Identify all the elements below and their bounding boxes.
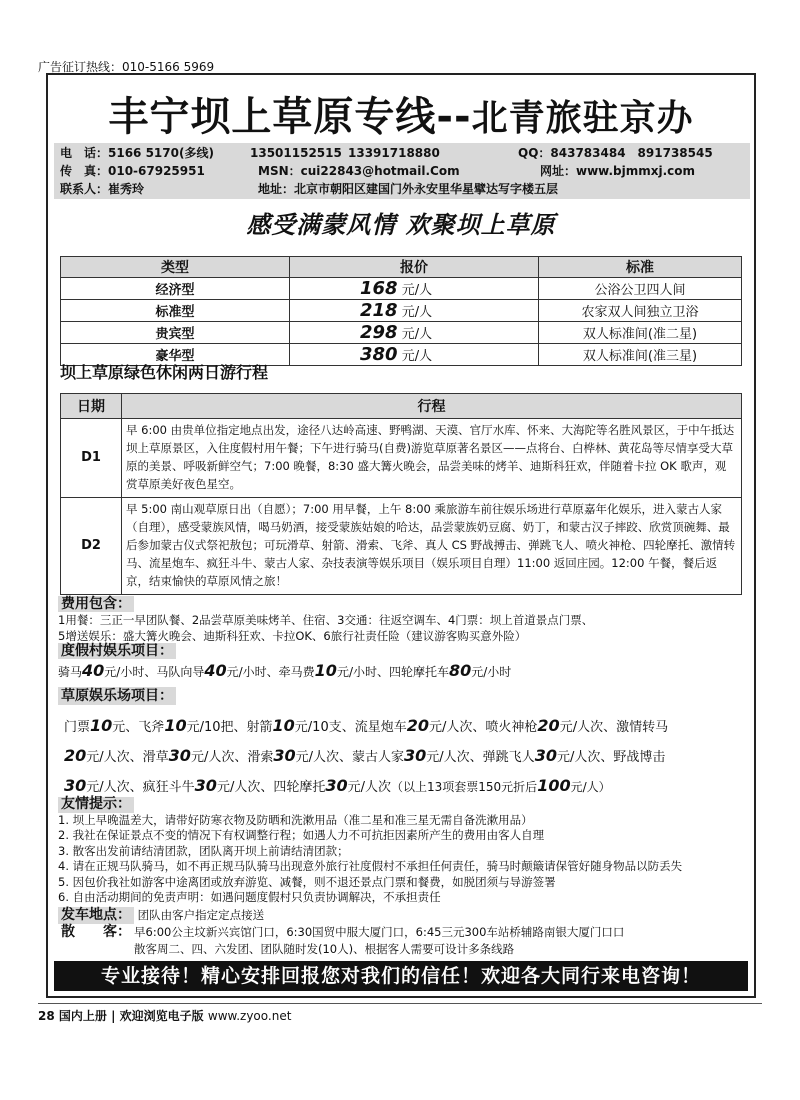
price-unit: 元/人 bbox=[401, 349, 433, 364]
fee-line-2: 5增送娱乐：盛大篝火晚会、迪斯科狂欢、卡拉OK、6旅行社责任险（建议游客购买意外险） bbox=[58, 629, 527, 643]
tips-section bbox=[58, 797, 748, 906]
grassland-item-part: 10 bbox=[90, 716, 113, 735]
fee-section bbox=[58, 596, 748, 644]
grassland-item-part: 激情转马 bbox=[616, 720, 669, 735]
page-footer bbox=[38, 1003, 762, 1024]
tip-item: 4. 请在正规马队骑马，如不再正规马队骑马出现意外旅行社度假村不承担任何责任，骑马时颠簸请保管好随身物品以防丢失 bbox=[58, 859, 683, 873]
mobile-1: 13501152515 bbox=[250, 146, 342, 160]
tip-item: 6. 自由活动期间的免责声明：如遇问题度假村只负责协调解决，不承担责任 bbox=[58, 890, 441, 904]
grassland-item-part: 20 bbox=[537, 716, 560, 735]
grassland-item-part: 蒙古人家 bbox=[352, 750, 405, 765]
grassland-item-part: 喷火神枪 bbox=[485, 720, 538, 735]
resort-label: 度假村娱乐项目： bbox=[58, 643, 176, 659]
grassland-item-part: （以上13项套票150元折后 bbox=[391, 780, 538, 794]
resort-item-price: 10 bbox=[314, 661, 337, 680]
grassland-item-part: 流星炮车 bbox=[354, 720, 407, 735]
grassland-item-part: 元/10支、 bbox=[294, 720, 355, 735]
price-row bbox=[61, 300, 742, 322]
price-row bbox=[61, 278, 742, 300]
tips-label: 友情提示： bbox=[58, 797, 134, 813]
itinerary-row bbox=[61, 498, 742, 595]
grassland-item-part: 门票 bbox=[64, 720, 91, 735]
msn: MSN：cui22843@hotmail.Com bbox=[258, 164, 460, 178]
ad-hotline: 广告征订热线：010-5166 5969 bbox=[38, 60, 215, 74]
grassland-item-part: 元/人次 bbox=[347, 780, 391, 795]
grassland-item-part: 10 bbox=[272, 716, 295, 735]
qq: QQ：843783484 891738545 bbox=[518, 146, 713, 160]
grassland-item-part: 射箭 bbox=[246, 720, 273, 735]
resort-item-unit: 元/小时、 bbox=[336, 665, 389, 679]
grassland-item-part: 弹跳飞人 bbox=[482, 750, 535, 765]
itin-day: D1 bbox=[61, 419, 122, 498]
grassland-section bbox=[58, 687, 748, 802]
departure-text: 团队由客户指定定点接送 bbox=[137, 908, 265, 922]
price-table bbox=[60, 256, 742, 366]
page-number: 28 bbox=[38, 1009, 55, 1023]
grassland-item-part: 30 bbox=[64, 776, 87, 795]
tip-item: 2. 我社在保证景点不变的情况下有权调整行程；如遇人力不可抗拒因素所产生的费用由客人自理 bbox=[58, 828, 545, 842]
price-standard: 公浴公卫四人间 bbox=[539, 278, 742, 300]
address: 地址：北京市朝阳区建国门外永安里华星擘达写字楼五层 bbox=[258, 182, 559, 196]
grassland-item-part: 30 bbox=[194, 776, 217, 795]
price-type: 标准型 bbox=[61, 300, 290, 322]
price-standard: 双人标准间(准三星) bbox=[539, 344, 742, 366]
fax: 传 真：010-67925951 bbox=[60, 164, 205, 178]
advert-frame bbox=[46, 73, 756, 998]
price-value: 298 bbox=[360, 322, 398, 343]
grassland-item-part: 30 bbox=[534, 746, 557, 765]
fee-label: 费用包含： bbox=[58, 596, 134, 612]
price-standard: 农家双人间独立卫浴 bbox=[539, 300, 742, 322]
itinerary-table bbox=[60, 393, 742, 595]
grassland-item-part: 20 bbox=[64, 746, 87, 765]
grassland-item-part: 四轮摩托 bbox=[273, 780, 326, 795]
price-type: 贵宾型 bbox=[61, 322, 290, 344]
grassland-item-part: 飞斧 bbox=[138, 720, 165, 735]
departure-section bbox=[58, 907, 748, 958]
resort-item-name: 骑马 bbox=[58, 665, 83, 679]
footer-text: 欢迎浏览电子版 bbox=[119, 1009, 204, 1023]
grassland-item-part: 元/人） bbox=[570, 780, 611, 794]
grassland-item-part: 元/10把、 bbox=[186, 720, 247, 735]
departure-label: 发车地点： bbox=[58, 907, 134, 924]
grassland-item-part: 滑草 bbox=[142, 750, 169, 765]
separator: | bbox=[111, 1009, 116, 1023]
resort-item-price: 40 bbox=[204, 661, 227, 680]
itin-header-date: 日期 bbox=[61, 394, 122, 419]
grassland-item-part: 元/人次、 bbox=[86, 750, 143, 765]
grassland-label: 草原娱乐场项目： bbox=[58, 687, 176, 705]
contact-block bbox=[54, 143, 750, 199]
tip-item: 5. 因包价我社如游客中途离团或放弃游览、减餐，则不退还景点门票和餐费，如脱团须与导游签署 bbox=[58, 874, 556, 889]
scatter-line-1: 早6:00公主坟新兴宾馆门口，6:30国贸中服大厦门口，6:45三元300车站桥辅路南银大厦门口口 bbox=[134, 925, 625, 939]
resort-item-name: 马队向导 bbox=[156, 665, 205, 679]
grassland-item-part: 100 bbox=[537, 776, 571, 795]
title-main: 丰宁坝上草原专线-- bbox=[108, 94, 472, 140]
website[interactable]: 网址：www.bjmmxj.com bbox=[540, 164, 696, 178]
grassland-item-part: 30 bbox=[168, 746, 191, 765]
price-unit: 元/人 bbox=[401, 283, 433, 298]
resort-section bbox=[58, 643, 748, 680]
resort-item-name: 四轮摩托车 bbox=[388, 665, 449, 679]
grassland-line-1 bbox=[58, 712, 748, 742]
price-value: 168 bbox=[360, 278, 398, 299]
resort-item-unit: 元/小时 bbox=[471, 665, 512, 679]
tip-item: 1. 坝上早晚温差大，请带好防寒衣物及防晒和洗漱用品（准二星和准三星无需自备洗漱用品） bbox=[58, 812, 533, 827]
grassland-line-2 bbox=[58, 742, 748, 772]
grassland-item-part: 30 bbox=[273, 746, 296, 765]
price-value: 218 bbox=[360, 300, 398, 321]
price-unit: 元/人 bbox=[401, 305, 433, 320]
grassland-item-part: 元/人次、 bbox=[559, 720, 617, 735]
resort-item-unit: 元/小时、 bbox=[226, 665, 279, 679]
resort-item-unit: 元/小时、 bbox=[104, 665, 157, 679]
fee-line-1: 1用餐：三正一早团队餐、2品尝草原美味烤羊、住宿、3交通：往返空调车、4门票：坝上首道景点门票、 bbox=[58, 613, 594, 627]
ad-title bbox=[48, 85, 754, 142]
itin-header-route: 行程 bbox=[122, 394, 742, 419]
grassland-item-part: 元/人次、 bbox=[429, 720, 486, 735]
grassland-item-part: 20 bbox=[406, 716, 430, 735]
mobile-2: 13391718880 bbox=[348, 146, 440, 160]
price-header-type: 类型 bbox=[61, 257, 290, 278]
grassland-item-part: 元/人次、 bbox=[216, 780, 274, 795]
grassland-item-part: 元/人次、 bbox=[556, 750, 614, 765]
grassland-item-part: 元/人次、 bbox=[190, 750, 248, 765]
itinerary-row bbox=[61, 419, 742, 498]
contact-person: 联系人：崔秀玲 bbox=[60, 182, 145, 196]
price-value: 380 bbox=[360, 344, 398, 365]
grassland-item-part: 疯狂斗牛 bbox=[142, 780, 195, 795]
tel: 电 话：5166 5170(多线) bbox=[60, 146, 214, 160]
grassland-item-part: 元/人次、 bbox=[86, 780, 143, 795]
grassland-item-part: 30 bbox=[325, 776, 348, 795]
itinerary-title: 坝上草原绿色休闲两日游行程 bbox=[60, 363, 269, 382]
price-type: 豪华型 bbox=[61, 344, 290, 366]
resort-item-price: 40 bbox=[82, 661, 105, 680]
grassland-item-part: 元、 bbox=[112, 720, 139, 735]
resort-item-name: 牵马费 bbox=[278, 665, 315, 679]
grassland-item-part: 10 bbox=[164, 716, 187, 735]
footer-slogan: 专业接待！精心安排回报您对我们的信任！欢迎各大同行来电咨询！ bbox=[54, 961, 748, 991]
price-row bbox=[61, 322, 742, 344]
grassland-item-part: 野战博击 bbox=[613, 750, 666, 765]
slogan: 感受满蒙风情 欢聚坝上草原 bbox=[246, 211, 556, 239]
price-header-price: 报价 bbox=[290, 257, 539, 278]
price-standard: 双人标准间(准二星) bbox=[539, 322, 742, 344]
itin-text: 早 6:00 由贵单位指定地点出发，途径八达岭高速、野鸭湖、天漠、官厅水库、怀来、大海陀等名胜风景区，于中午抵达坝上草原景区，入住度假村用午餐；下午进行骑马(自费)游览草原著名景区——点将台、白桦林、黄花岛等尽情享受大草原的美景、呼吸新鲜空气；7:00 晚餐，8:30 盛大篝火晚会，品尝美味的烤羊、迪斯科狂欢，伴随着卡拉 OK 歌声，观赏草原美好夜色星空。 bbox=[122, 419, 742, 498]
tip-item: 3. 散客出发前请结清团款，团队离开坝上前请结清团款； bbox=[58, 843, 349, 858]
footer-site-link[interactable]: www.zyoo.net bbox=[207, 1009, 292, 1023]
resort-item-price: 80 bbox=[449, 661, 472, 680]
price-unit: 元/人 bbox=[401, 327, 433, 342]
grassland-item-part: 滑索 bbox=[247, 750, 274, 765]
scatter-label: 散 客： bbox=[61, 924, 131, 940]
title-sub: 北青旅驻京办 bbox=[471, 97, 694, 139]
itin-day: D2 bbox=[61, 498, 122, 595]
section-name: 国内上册 bbox=[58, 1009, 107, 1023]
price-type: 经济型 bbox=[61, 278, 290, 300]
grassland-item-part: 元/人次、 bbox=[426, 750, 483, 765]
grassland-item-part: 元/人次、 bbox=[295, 750, 352, 765]
price-header-standard: 标准 bbox=[539, 257, 742, 278]
grassland-item-part: 30 bbox=[404, 746, 427, 765]
itin-text: 早 5:00 南山观草原日出（自愿）；7:00 用早餐，上午 8:00 乘旅游车前往娱乐场进行草原嘉年化娱乐，进入蒙古人家（自理），感受蒙族风情，喝马奶酒，接受蒙族姑娘的哈达，品尝蒙族奶豆腐、奶丁，和蒙古汉子摔跤、欣赏顶碗舞、最后参加蒙古仪式祭祀敖包；可玩滑草、射箭、滑索、飞斧、真人 CS 野战搏击、弹跳飞人、喷火神枪、四轮摩托、激情转马、流星炮车、疯狂斗牛、蒙古人家、杂技表演等娱乐项目（娱乐项目自理）11:00 返回庄园。12:00 午餐，餐后返京，结束愉快的草原风情之旅！ bbox=[122, 498, 742, 595]
scatter-line-2: 散客周二、四、六发团、团队随时发(10人)、根据客人需要可设计多条线路 bbox=[134, 942, 515, 956]
